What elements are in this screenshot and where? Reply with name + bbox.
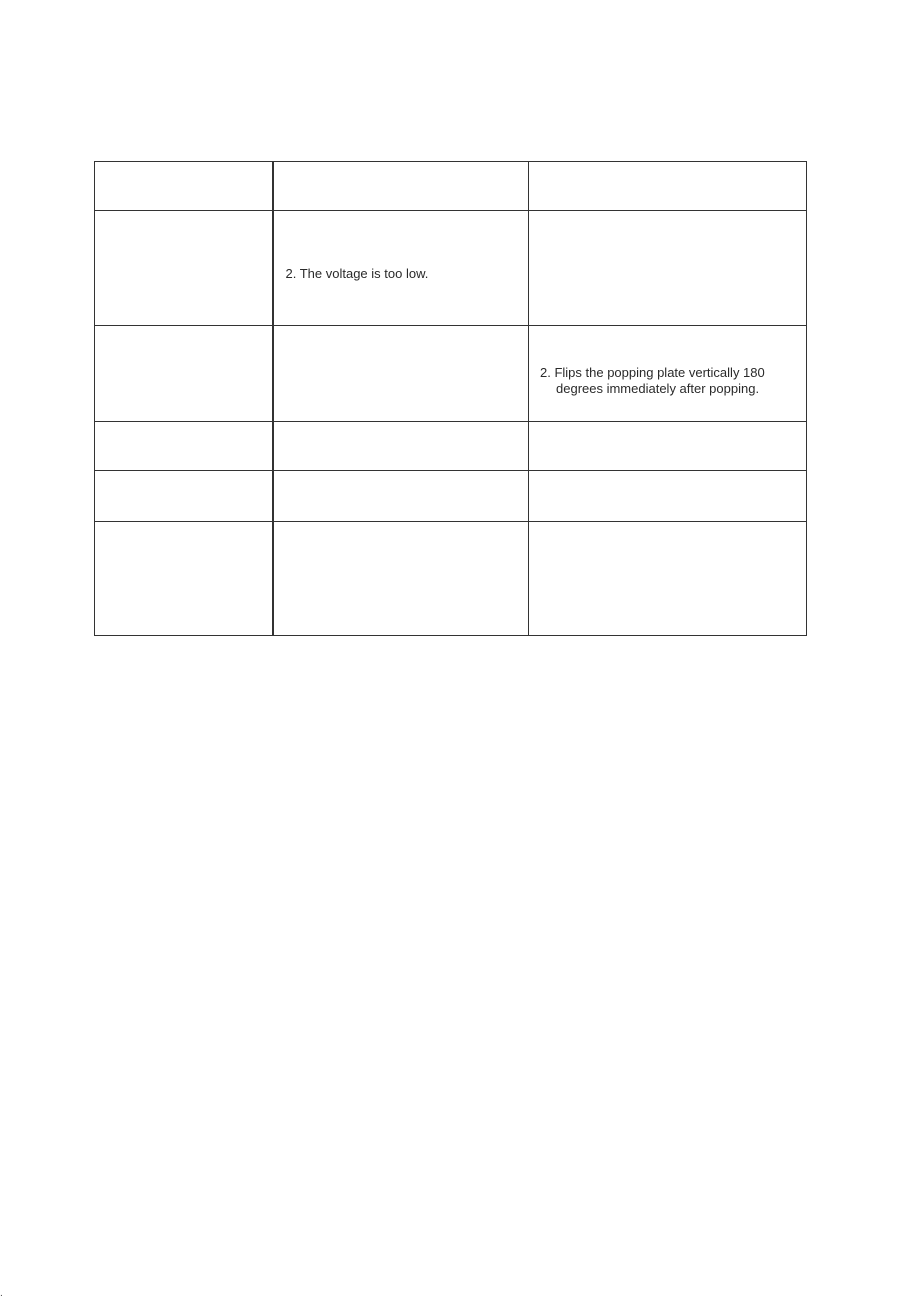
table-cell — [95, 522, 273, 636]
solution-line-1: 2. Flips the popping plate vertically 180 — [540, 365, 765, 380]
table-cell — [95, 422, 273, 471]
table-cell — [529, 522, 807, 636]
table-row — [95, 471, 807, 522]
header-cell-problem — [95, 162, 273, 211]
table-cell — [273, 522, 529, 636]
header-cell-solution — [529, 162, 807, 211]
table-cell — [529, 422, 807, 471]
table-cell — [273, 326, 529, 422]
header-cell-cause — [273, 162, 529, 211]
table-cell — [95, 211, 273, 326]
table-row — [95, 422, 807, 471]
table-cell — [273, 211, 529, 326]
table-row — [95, 326, 807, 422]
table-cell — [95, 471, 273, 522]
table-cell — [273, 471, 529, 522]
cause-voltage-text: 2. The voltage is too low. — [285, 266, 429, 281]
solution-flip-text — [529, 326, 806, 397]
table-cell — [529, 211, 807, 326]
table-row — [95, 211, 807, 326]
table-row — [95, 522, 807, 636]
troubleshooting-table — [94, 161, 807, 636]
table-header-row — [95, 162, 807, 211]
table-cell — [529, 471, 807, 522]
solution-line-2: degrees immediately after popping. — [556, 381, 760, 396]
table-cell — [273, 422, 529, 471]
table-cell — [95, 326, 273, 422]
table-cell — [529, 326, 807, 422]
corner-mark: . — [0, 1288, 3, 1299]
